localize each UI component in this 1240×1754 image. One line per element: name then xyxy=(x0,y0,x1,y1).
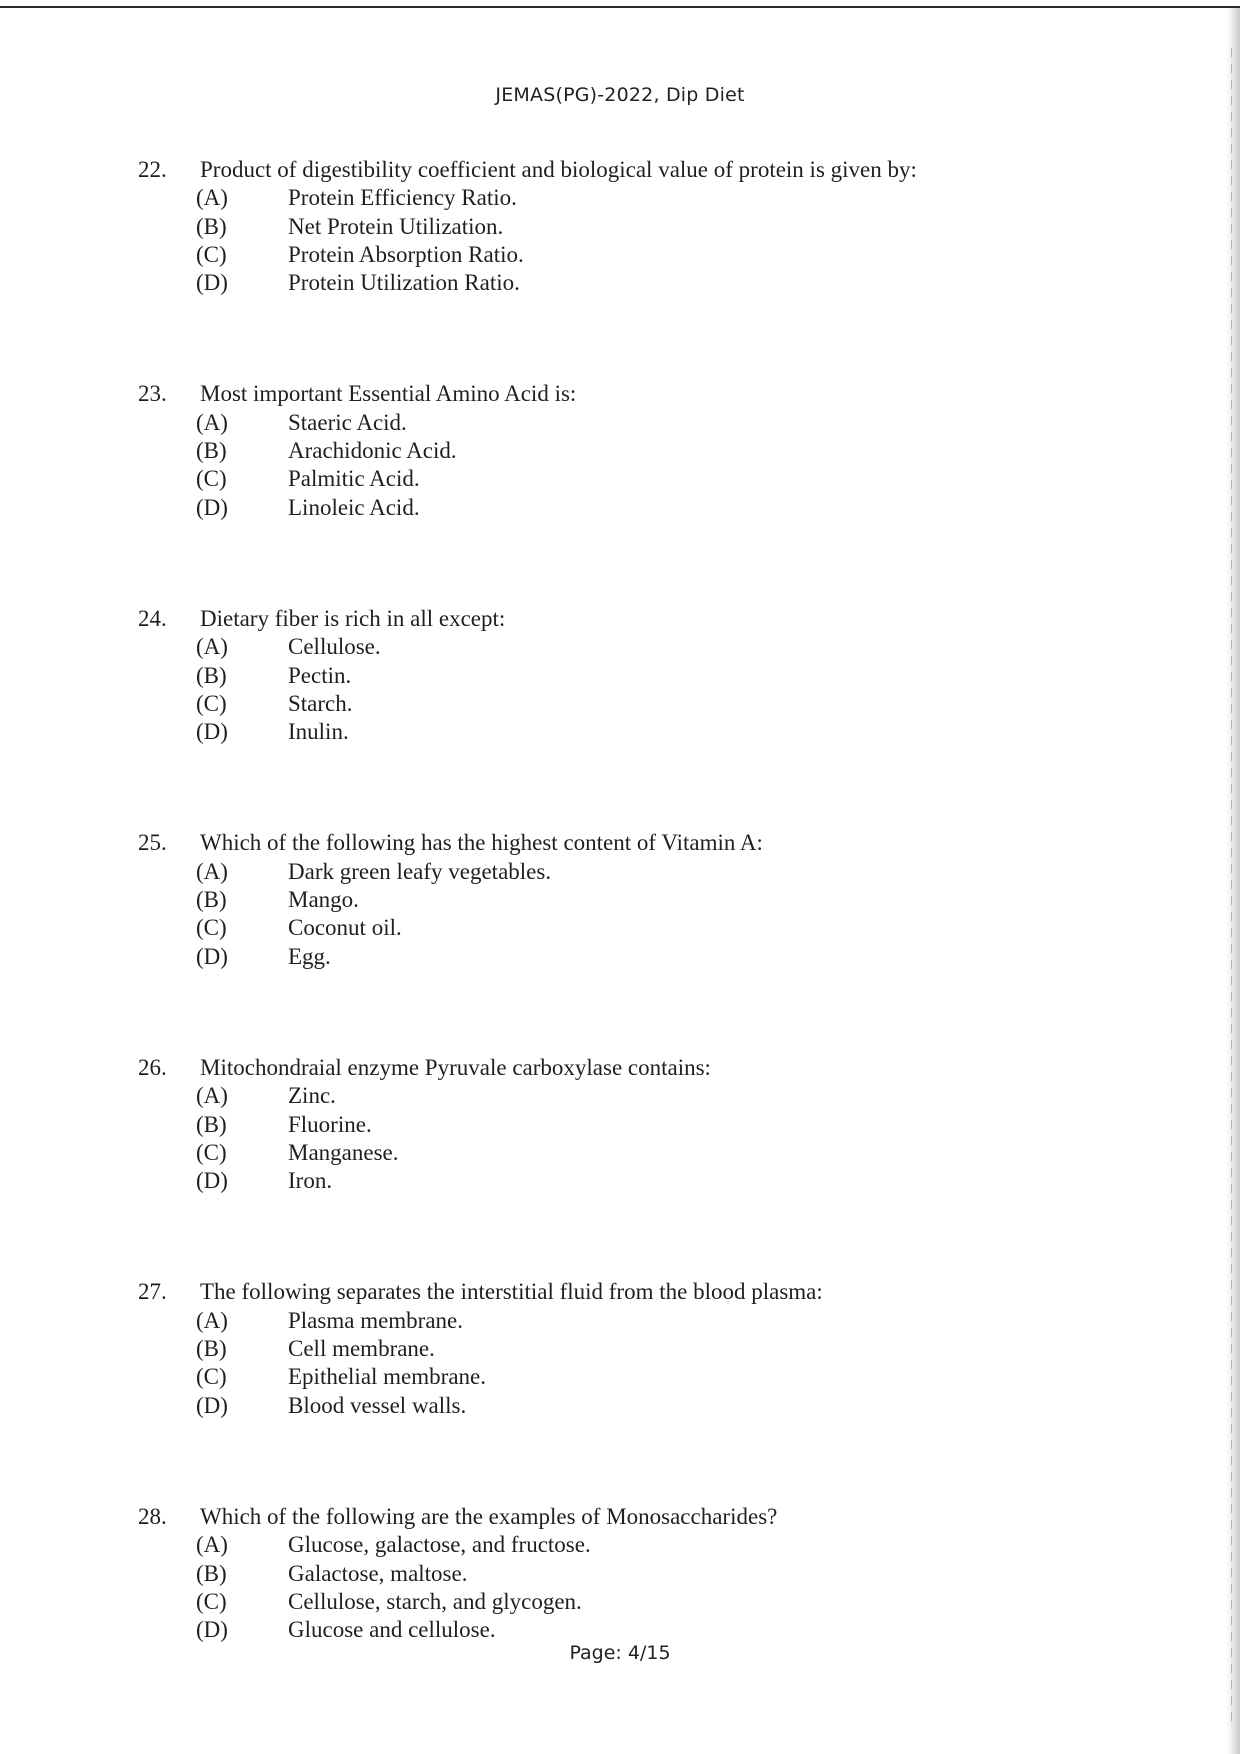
option-key: (D) xyxy=(196,1392,228,1418)
option-key: (C) xyxy=(196,690,227,716)
option-text: Inulin. xyxy=(288,719,349,745)
option-b xyxy=(138,213,1138,241)
question-text: The following separates the interstitial fluid from the blood plasma: xyxy=(200,1279,823,1305)
question-text: Which of the following are the examples of Monosaccharides? xyxy=(200,1503,778,1529)
question-stem xyxy=(138,156,1138,184)
option-list xyxy=(138,1307,1138,1420)
option-d xyxy=(138,494,1138,522)
question-text: Product of digestibility coefficient and biological value of protein is given by: xyxy=(200,157,917,182)
option-text: Pectin. xyxy=(288,662,352,688)
option-key: (B) xyxy=(196,438,227,464)
option-key: (B) xyxy=(196,1336,227,1362)
question-26 xyxy=(138,1054,1138,1195)
option-text: Iron. xyxy=(288,1168,333,1194)
question-stem xyxy=(138,1503,1138,1531)
option-key: (A) xyxy=(196,409,228,435)
option-text: Glucose, galactose, and fructose. xyxy=(288,1532,591,1558)
option-key: (B) xyxy=(196,213,227,239)
option-a xyxy=(138,409,1138,437)
question-number: 28. xyxy=(138,1503,167,1529)
option-b xyxy=(138,437,1138,465)
option-c xyxy=(138,241,1138,269)
option-list xyxy=(138,409,1138,522)
question-text: Which of the following has the highest content of Vitamin A: xyxy=(200,830,763,856)
option-key: (A) xyxy=(196,1532,228,1558)
option-d xyxy=(138,1167,1138,1195)
option-a xyxy=(138,858,1138,886)
question-number: 25. xyxy=(138,830,167,856)
option-text: Arachidonic Acid. xyxy=(288,438,457,464)
option-c xyxy=(138,1588,1138,1616)
option-key: (D) xyxy=(196,270,228,296)
option-key: (C) xyxy=(196,1588,227,1614)
option-key: (C) xyxy=(196,1139,227,1165)
option-text: Net Protein Utilization. xyxy=(288,213,504,239)
question-stem xyxy=(138,605,1138,633)
scanned-page-edge xyxy=(1226,8,1240,1754)
option-key: (B) xyxy=(196,887,227,913)
option-text: Blood vessel walls. xyxy=(288,1392,467,1418)
option-text: Egg. xyxy=(288,943,331,969)
question-stem xyxy=(138,380,1138,408)
option-key: (D) xyxy=(196,1617,228,1643)
option-key: (D) xyxy=(196,1168,228,1194)
option-d xyxy=(138,269,1138,297)
option-text: Linoleic Acid. xyxy=(288,494,420,520)
option-key: (B) xyxy=(196,662,227,688)
option-c xyxy=(138,1139,1138,1167)
option-text: Palmitic Acid. xyxy=(288,466,420,492)
option-c xyxy=(138,690,1138,718)
option-text: Zinc. xyxy=(288,1083,336,1109)
option-key: (A) xyxy=(196,1307,228,1333)
option-key: (B) xyxy=(196,1111,227,1137)
option-text: Fluorine. xyxy=(288,1111,372,1137)
option-a xyxy=(138,1531,1138,1559)
option-b xyxy=(138,1335,1138,1363)
question-text: Dietary fiber is rich in all except: xyxy=(200,605,506,631)
question-number: 27. xyxy=(138,1279,167,1305)
option-list xyxy=(138,633,1138,746)
option-key: (C) xyxy=(196,241,227,267)
page-number: Page: 4/15 xyxy=(569,1642,671,1664)
option-key: (A) xyxy=(196,858,228,884)
question-text: Mitochondraial enzyme Pyruvale carboxylase contains: xyxy=(200,1054,711,1080)
option-text: Protein Utilization Ratio. xyxy=(288,270,520,296)
option-key: (A) xyxy=(196,634,228,660)
option-key: (C) xyxy=(196,1364,227,1390)
option-c xyxy=(138,465,1138,493)
option-text: Protein Absorption Ratio. xyxy=(288,241,524,267)
option-list xyxy=(138,1082,1138,1195)
question-number: 26. xyxy=(138,1054,167,1080)
option-text: Cell membrane. xyxy=(288,1336,435,1362)
question-number: 23. xyxy=(138,381,167,407)
option-c xyxy=(138,1363,1138,1391)
option-key: (D) xyxy=(196,494,228,520)
question-25 xyxy=(138,829,1138,970)
question-stem xyxy=(138,829,1138,857)
option-d xyxy=(138,943,1138,971)
option-text: Epithelial membrane. xyxy=(288,1364,486,1390)
option-b xyxy=(138,1111,1138,1139)
option-text: Manganese. xyxy=(288,1139,399,1165)
question-23 xyxy=(138,380,1138,521)
option-text: Galactose, maltose. xyxy=(288,1560,468,1586)
option-key: (D) xyxy=(196,719,228,745)
question-stem xyxy=(138,1054,1138,1082)
option-a xyxy=(138,1307,1138,1335)
question-number: 22. xyxy=(138,157,167,182)
option-a xyxy=(138,184,1138,212)
question-number: 24. xyxy=(138,605,167,631)
option-text: Cellulose. xyxy=(288,634,381,660)
option-text: Starch. xyxy=(288,690,353,716)
option-a xyxy=(138,1082,1138,1110)
option-key: (A) xyxy=(196,1083,228,1109)
question-text: Most important Essential Amino Acid is: xyxy=(200,381,577,407)
option-d xyxy=(138,1392,1138,1420)
option-list xyxy=(138,858,1138,971)
option-text: Staeric Acid. xyxy=(288,409,407,435)
option-b xyxy=(138,886,1138,914)
option-key: (C) xyxy=(196,915,227,941)
option-b xyxy=(138,1560,1138,1588)
option-text: Protein Efficiency Ratio. xyxy=(288,185,517,211)
question-28 xyxy=(138,1503,1138,1644)
option-text: Mango. xyxy=(288,887,359,913)
document-header: JEMAS(PG)-2022, Dip Diet xyxy=(495,84,745,106)
top-border-line xyxy=(0,6,1240,8)
option-key: (B) xyxy=(196,1560,227,1586)
option-key: (D) xyxy=(196,943,228,969)
option-c xyxy=(138,914,1138,942)
option-text: Cellulose, starch, and glycogen. xyxy=(288,1588,582,1614)
option-text: Glucose and cellulose. xyxy=(288,1617,496,1643)
option-key: (A) xyxy=(196,185,228,211)
question-list xyxy=(138,156,1138,1727)
question-stem xyxy=(138,1278,1138,1306)
question-27 xyxy=(138,1278,1138,1419)
option-d xyxy=(138,718,1138,746)
option-text: Coconut oil. xyxy=(288,915,402,941)
option-text: Plasma membrane. xyxy=(288,1307,464,1333)
option-list xyxy=(138,184,1138,297)
question-24 xyxy=(138,605,1138,746)
option-b xyxy=(138,662,1138,690)
option-list xyxy=(138,1531,1138,1644)
option-a xyxy=(138,633,1138,661)
option-d xyxy=(138,1616,1138,1644)
option-text: Dark green leafy vegetables. xyxy=(288,858,552,884)
question-22 xyxy=(138,156,1138,297)
page-edge-shadow xyxy=(1231,48,1232,1728)
option-key: (C) xyxy=(196,466,227,492)
